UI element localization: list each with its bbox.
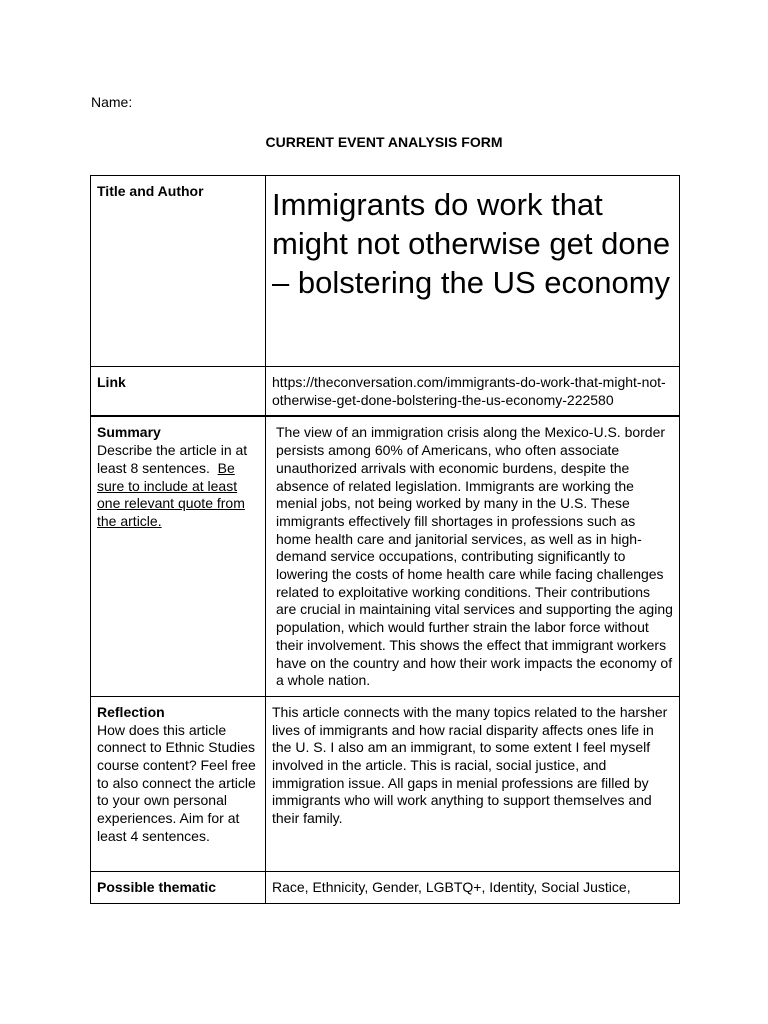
reflection-text: This article connects with the many topics related to the harsher lives of immigrants and how racial disparity affects ones life in the U. S. I also am an immigrant, to some extent I feel myself involved in the article. This is racial, social justice, and immigration issue. All gaps in menial professions are filled by immigrants who will work anything to support themselves and their family. — [272, 703, 668, 827]
summary-text: The view of an immigration crisis along the Mexico-U.S. border persists among 60% of Americans, who often associate unauthorized arrivals with economic burdens, despite the absence of related legislation. Immigrants are working the menial jobs, not being worked by many in the U.S. These immigrants effectively fill shortages in professions such as home health care and janitorial services, as well as in high-demand service occupations, contributing significantly to lowering the costs of home health care while facing challenges related to exploitative working conditions. Their contributions are crucial in maintaining vital services and supporting the aging population, which would further strain the labor force without their involvement. This shows the effect that immigrant workers have on the country and how their work impacts the economy of a whole nation. — [276, 424, 673, 689]
summary-label-cell — [91, 416, 266, 696]
summary-value-cell — [266, 416, 680, 696]
thematic-label-cell — [91, 871, 266, 903]
title-author-row — [91, 176, 680, 367]
summary-prompt — [97, 442, 259, 531]
title-author-label: Title and Author — [97, 183, 204, 199]
thematic-label: Possible thematic — [97, 878, 217, 895]
link-value-cell — [266, 367, 680, 417]
article-title: Immigrants do work that might not otherwise get done – bolstering the US economy — [272, 187, 671, 300]
link-label: Link — [97, 374, 126, 390]
thematic-text: Race, Ethnicity, Gender, LGBTQ+, Identity, Social Justice, — [272, 878, 631, 895]
title-author-value-cell — [266, 176, 680, 367]
link-label-cell — [91, 367, 266, 417]
reflection-value-cell — [266, 696, 680, 871]
reflection-row — [91, 696, 680, 871]
thematic-row — [91, 871, 680, 903]
summary-prompt-quote-instruction: Be sure to include at least one relevant quote from the article. — [97, 459, 245, 529]
reflection-label-cell — [91, 696, 266, 871]
link-row — [91, 367, 680, 417]
reflection-prompt: How does this article connect to Ethnic Studies course content? Feel free to also connect the article to your own personal experiences. Aim for at least 4 sentences. — [97, 721, 256, 844]
article-link[interactable]: https://theconversation.com/immigrants-do-work-that-might-not-otherwise-get-done-bolstering-the-us-economy-222580 — [272, 374, 666, 408]
thematic-value-cell — [266, 871, 680, 903]
name-field-label: Name: — [91, 94, 133, 110]
reflection-label: Reflection — [97, 703, 165, 720]
summary-label: Summary — [97, 424, 161, 441]
analysis-form-table — [90, 175, 680, 904]
summary-prompt-text: Describe the article in at least 8 sentences. — [97, 442, 248, 476]
title-author-label-cell — [91, 176, 266, 367]
summary-row — [91, 416, 680, 696]
form-title: CURRENT EVENT ANALYSIS FORM — [265, 134, 503, 150]
